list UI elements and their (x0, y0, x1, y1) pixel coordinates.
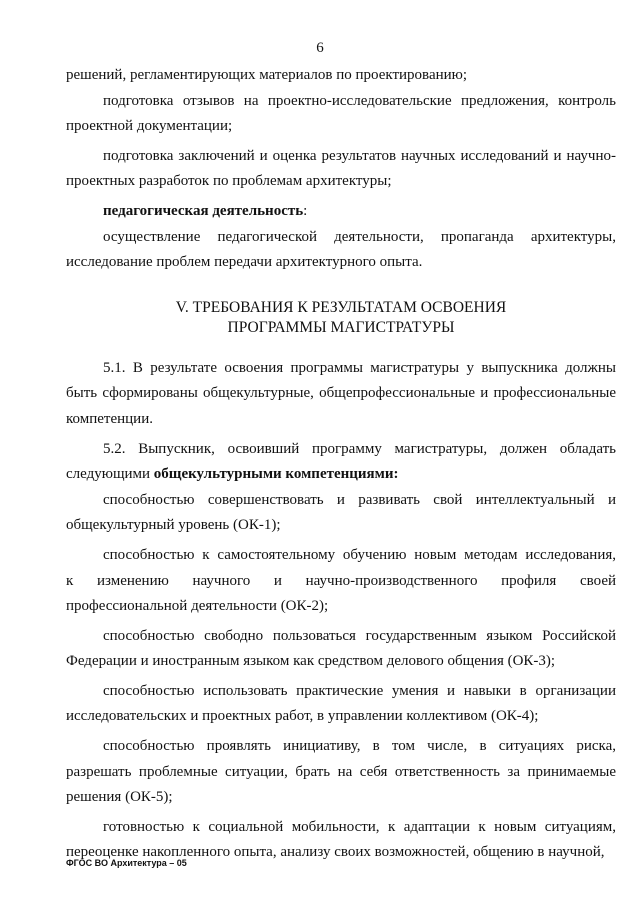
paragraph-5-2 (66, 437, 616, 488)
paragraph-pedagogical-activity: осуществление педагогической деятельности, пропаганда архитектуры, исследование проблем передачи архитектурного опыта. (66, 228, 616, 271)
paragraph-ok-2-line-3: профессиональной деятельности (ОК-2); (66, 598, 329, 615)
paragraph-5-2-text: 5.2. Выпускник, освоивший программу магистратуры, должен обладать следующими (66, 440, 616, 483)
paragraph-continuation: решений, регламентирующих материалов по проектированию; (66, 67, 468, 83)
pedagogical-activity-colon: : (303, 202, 308, 219)
paragraph-ok-4: способностью использовать практические умения и навыки в организации исследовательских и проектных работ, в управлении коллективом (ОК-4); (66, 682, 616, 725)
paragraph-ok-3: способностью свободно пользоваться государственным языком Российской Федерации и иностранным языком как средством делового общения (ОК-3); (66, 627, 616, 670)
section-heading-line-1: V. ТРЕБОВАНИЯ К РЕЗУЛЬТАТАМ ОСВОЕНИЯ (175, 298, 507, 316)
paragraph-ok-1: способностью совершенствовать и развивать свой интеллектуальный и общекультурный уровень (ОК-1); (66, 491, 616, 534)
paragraph-ok-5: способностью проявлять инициативу, в том числе, в ситуациях риска, разрешать проблемные ситуации, брать на себя ответственность за принимаемые решения (ОК-5); (66, 738, 616, 806)
pedagogical-activity-label: педагогическая деятельность (103, 202, 304, 219)
paragraph-5-1: 5.1. В результате освоения программы магистратуры у выпускника должны быть сформированы общекультурные, общепрофессиональные и профессиональные компетенции. (66, 359, 616, 427)
paragraph-reviews: подготовка отзывов на проектно-исследовательские предложения, контроль проектной документации; (66, 92, 616, 135)
paragraph-pedagogical-title (66, 199, 616, 225)
general-cultural-competencies-label: общекультурными компетенциями: (153, 466, 399, 483)
footer-standard-code: ФГОС ВО Архитектура – 05 (66, 858, 187, 868)
page-number: 6 (316, 40, 324, 56)
paragraph-conclusions: подготовка заключений и оценка результатов научных исследований и научно-проектных разработок по проблемам архитектуры; (66, 147, 616, 190)
section-heading (66, 298, 616, 338)
paragraph-ok-2-line-2: к изменению научного и научно-производственного профиля своей (66, 572, 616, 589)
section-heading-line-2: ПРОГРАММЫ МАГИСТРАТУРЫ (227, 318, 455, 336)
paragraph-ok-6: готовностью к социальной мобильности, к адаптации к новым ситуациям, переоценке накопленного опыта, анализу своих возможностей, общению в научной, (66, 818, 616, 861)
paragraph-ok-2-line-1: способностью к самостоятельному обучению новым методам исследования, (103, 546, 616, 563)
document-body (66, 63, 616, 866)
